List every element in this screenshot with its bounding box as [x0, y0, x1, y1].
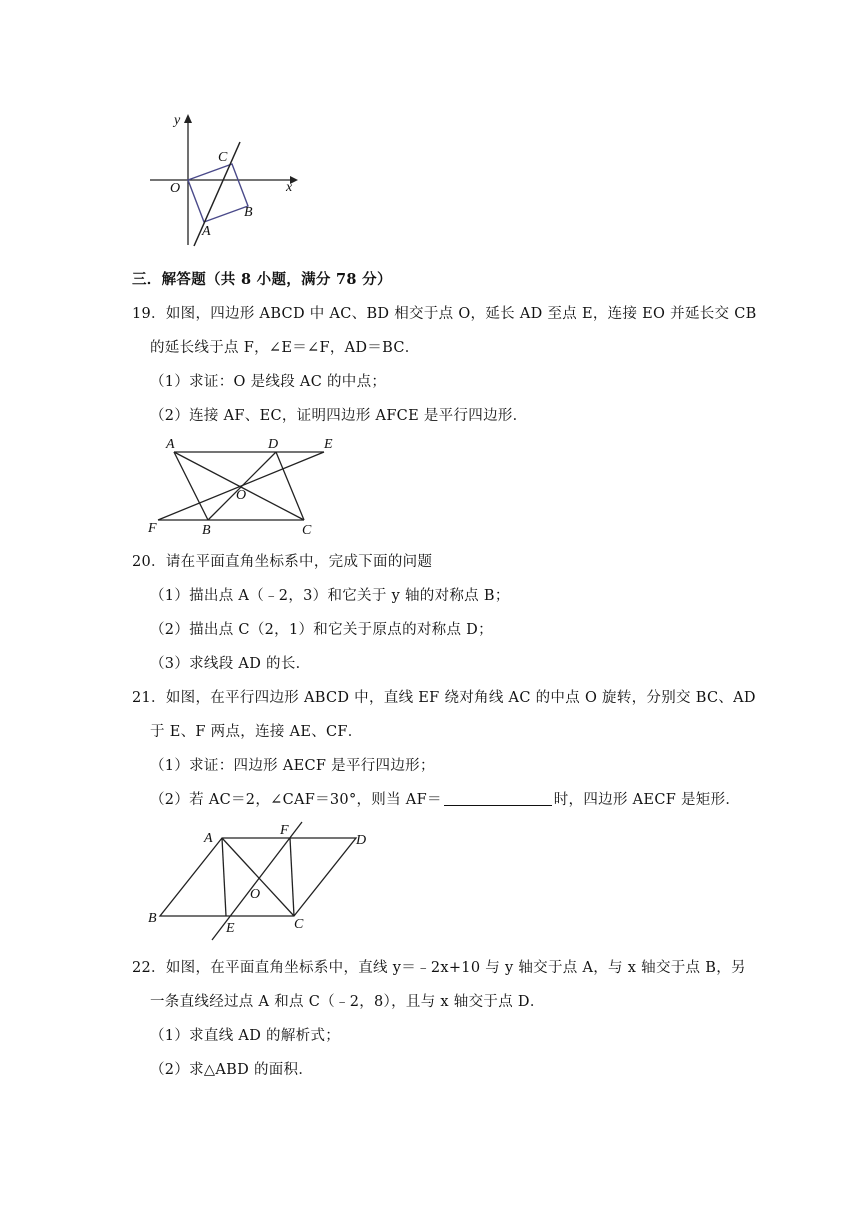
label-F: F: [280, 823, 289, 838]
label-D: D: [268, 437, 279, 452]
label-D: D: [356, 833, 367, 848]
label-C: C: [294, 917, 304, 932]
q19-part2: （2）连接 AF、EC，证明四边形 AFCE 是平行四边形．: [150, 408, 528, 424]
q20-part2: （2）描出点 C（2，1）和它关于原点的对称点 D；: [150, 622, 493, 638]
label-F: F: [148, 521, 157, 536]
figure-q19: [140, 432, 350, 540]
q20-part3: （3）求线段 AD 的长．: [150, 656, 311, 672]
segment-AC: [174, 452, 304, 520]
figure-q21: [140, 818, 380, 944]
label-A: A: [204, 831, 213, 846]
label-O: O: [236, 488, 247, 503]
q22-line1: 22．如图，在平面直角坐标系中，直线 y＝﹣2x+10 与 y 轴交于点 A，与 x 轴交于点 B，另: [132, 960, 746, 976]
label-C: C: [302, 523, 312, 538]
label-B: B: [244, 205, 253, 220]
label-B: B: [202, 523, 211, 538]
segment-AC: [222, 838, 294, 916]
q19-line1: 19．如图，四边形 ABCD 中 AC、BD 相交于点 O，延长 AD 至点 E，连接 EO 并延长交 CB: [132, 306, 757, 322]
figure-coordinate-square: [140, 110, 305, 250]
label-O: O: [250, 887, 261, 902]
q22-part1: （1）求直线 AD 的解析式；: [150, 1028, 341, 1044]
diagonal-line-AC: [194, 142, 240, 246]
label-A: A: [166, 437, 175, 452]
segment-FC: [290, 838, 294, 916]
q21-part2: [150, 790, 740, 810]
label-E: E: [324, 437, 333, 452]
label-C: C: [218, 150, 228, 165]
q21-part1: （1）求证：四边形 AECF 是平行四边形；: [150, 758, 435, 774]
label-y: y: [174, 113, 181, 128]
q21-line1: 21．如图，在平行四边形 ABCD 中，直线 EF 绕对角线 AC 的中点 O 旋转，分别交 BC、AD: [132, 690, 756, 706]
label-A: A: [202, 224, 211, 239]
label-x: x: [286, 180, 293, 195]
q22-line2: 一条直线经过点 A 和点 C（﹣2，8），且与 x 轴交于点 D．: [150, 994, 545, 1010]
segment-AB: [174, 452, 208, 520]
answer-blank[interactable]: [444, 790, 552, 806]
y-axis-arrow: [184, 114, 192, 123]
q19-part1: （1）求证：O 是线段 AC 的中点；: [150, 374, 387, 390]
q21-part2-after-blank: 时，四边形 AECF 是矩形．: [553, 792, 741, 808]
q22-part2: （2）求△ABD 的面积．: [150, 1062, 314, 1078]
label-E: E: [226, 921, 235, 936]
q21-part2-before-blank: （2）若 AC＝2，∠CAF＝30°，则当 AF＝: [150, 792, 442, 808]
label-O: O: [170, 181, 181, 196]
segment-AE: [222, 838, 226, 916]
q21-line2: 于 E、F 两点，连接 AE、CF．: [150, 724, 363, 740]
q20-part1: （1）描出点 A（﹣2，3）和它关于 y 轴的对称点 B；: [150, 588, 510, 604]
label-B: B: [148, 911, 157, 926]
q19-line2: 的延长线于点 F，∠E＝∠F，AD＝BC．: [150, 340, 420, 356]
section-heading: 三．解答题（共 8 小题，满分 78 分）: [132, 271, 392, 288]
q20-line1: 20．请在平面直角坐标系中，完成下面的问题: [132, 554, 433, 570]
